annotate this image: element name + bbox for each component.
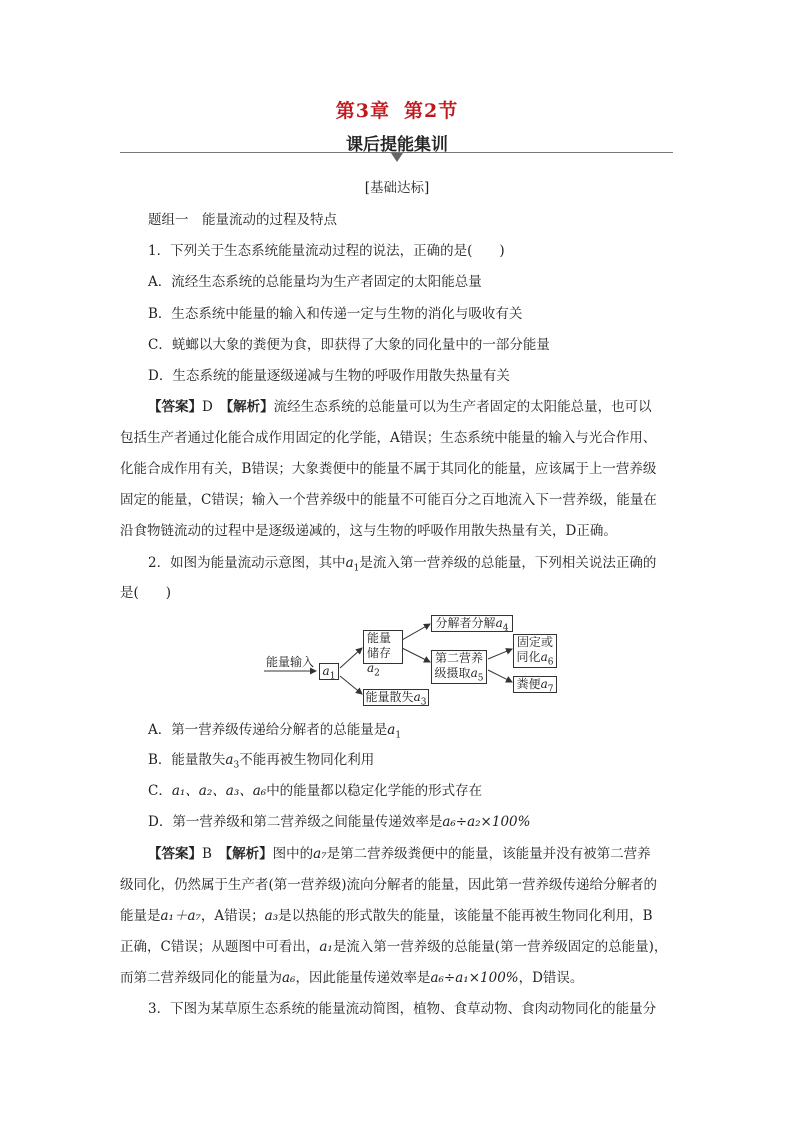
fixed-sub: 6 — [547, 657, 554, 668]
answer-tag: 【答案】 — [148, 399, 202, 415]
q2-b-pre: B．能量散失 — [148, 752, 226, 768]
to-storage-arrow — [340, 648, 362, 668]
to-decomposer-arrow — [402, 624, 430, 640]
q2-analysis-var: a₃ — [264, 908, 279, 924]
q2-option-a — [148, 720, 401, 746]
decomposer-var: a — [495, 616, 503, 630]
q1-analysis-line: 沿食物链流动的过程中是逐级递减的，这与生物的呼吸作用散失热量有关，D正确。 — [120, 523, 617, 539]
storage-text: 储存 — [367, 646, 392, 660]
q2-stem-sub: 1 — [353, 563, 360, 574]
decomposer-text: 分解者分解 — [435, 616, 496, 630]
q2-analysis-part: 而第二营养级同化的能量为 — [120, 970, 282, 986]
storage-line1: 能量 — [367, 631, 392, 645]
fixed-var: a — [540, 650, 548, 664]
q2-b-sub: 3 — [233, 760, 240, 771]
q2-analysis-part: 是流入第一营养级的总能量(第一营养级固定的总能量)， — [332, 939, 668, 955]
q2-stem-part: 2．如图为能量流动示意图，其中 — [148, 555, 346, 571]
q2-analysis-part: ，因此能量传递效率是 — [295, 970, 431, 986]
section-number: 第2节 — [404, 100, 459, 122]
q1-analysis-line: 固定的能量，C错误；输入一个营养级中的能量不可能百分之百地流入下一营养级，能量在 — [120, 492, 657, 508]
second-line2 — [432, 666, 486, 686]
chapter-number: 第3章 — [335, 100, 390, 122]
q2-stem-cont: 是( ) — [120, 585, 172, 601]
q2-a-text: A．第一营养级传递给分解者的总能量是 — [148, 722, 388, 738]
q2-b-post: 不能再被生物同化利用 — [239, 752, 375, 768]
a1-var: a — [322, 664, 330, 678]
q2-analysis-part: 图中的 — [272, 846, 314, 862]
q2-a-var: a — [387, 722, 396, 738]
q1-analysis-line: 包括生产者通过化能合成作用固定的化学能，A错误；生态系统中能量的输入与光合作用、 — [120, 430, 657, 446]
decomposer-box — [431, 615, 513, 632]
storage-box — [363, 630, 403, 679]
q2-a-sub: 1 — [395, 730, 402, 741]
to-loss-arrow — [340, 676, 362, 694]
fixed-text: 同化 — [516, 650, 541, 664]
q2-c-post: 中的能量都以稳定化学能的形式存在 — [266, 783, 483, 799]
q2-option-b — [148, 750, 374, 776]
q1-analysis-line: 流经生态系统的总能量可以为生产者固定的太阳能总量，也可以 — [273, 399, 652, 415]
q2-stem-part: 是流入第一营养级的总能量，下列相关说法正确的 — [359, 555, 657, 571]
q2-analysis-line: 级同化，仍然属于生产者(第一营养级)流向分解者的能量，因此第一营养级传递给分解者的 — [120, 877, 658, 893]
decomposer-sub: 4 — [502, 623, 509, 634]
q2-b-var: a — [225, 752, 234, 768]
q2-analysis-line — [120, 968, 583, 988]
second-var: a — [470, 666, 478, 680]
q1-answer-line — [148, 397, 652, 417]
q2-c-vars: a₁、a₂、a₃、a₆ — [171, 783, 267, 799]
to-fixed-arrow — [488, 649, 512, 659]
q1-option-a: A．流经生态系统的总能量均为生产者固定的太阳能总量 — [148, 274, 482, 290]
q2-analysis-formula: a₆÷a₁×100% — [430, 970, 519, 986]
q2-analysis-part: 是第二营养级粪便中的能量，该能量并没有被第二营养 — [326, 846, 651, 862]
q2-option-d — [148, 812, 530, 832]
q2-stem — [148, 553, 656, 579]
loss-text: 能量散失 — [365, 690, 414, 704]
group-tag: [基础达标] — [364, 180, 430, 196]
q2-analysis-part: ，D错误。 — [518, 970, 584, 986]
a1-sub: 1 — [329, 671, 336, 682]
a1-box — [319, 663, 339, 680]
loss-var: a — [413, 690, 421, 704]
loss-sub: 3 — [420, 697, 427, 708]
q2-c-pre: C． — [148, 783, 172, 799]
divider-triangle-icon — [391, 153, 403, 162]
q1-stem: 1．下列关于生态系统能量流动过程的说法，正确的是( ) — [148, 243, 505, 259]
fixed-box — [513, 634, 557, 668]
fixed-line1: 固定或 — [516, 635, 553, 649]
second-sub: 5 — [477, 673, 484, 684]
q2-analysis-var: a₁ — [319, 939, 333, 955]
q2-analysis-formula: a₁＋a₇ — [160, 908, 201, 924]
storage-sub: 2 — [374, 668, 380, 679]
analysis-tag: 【解析】 — [225, 846, 273, 862]
q1-option-b: B．生态系统中能量的输入和传递一定与生物的消化与吸收有关 — [148, 306, 523, 322]
energy-flow-diagram — [262, 612, 562, 712]
loss-box — [363, 689, 429, 706]
feces-box — [513, 676, 557, 693]
storage-var: a — [367, 661, 375, 675]
feces-text: 粪便 — [516, 677, 541, 691]
page-title: 课后提能集训 — [346, 135, 448, 155]
chapter-heading — [0, 96, 794, 123]
q1-option-c: C．蜣螂以大象的粪便为食，即获得了大象的同化量中的一部分能量 — [148, 337, 550, 353]
q2-analysis-part: 正确，C错误；从题图中可看出， — [120, 939, 320, 955]
q1-analysis-line: 化能合成作用有关，B错误；大象粪便中的能量不属于其同化的能量，应该属于上一营养级 — [120, 461, 657, 477]
q2-analysis-part: 是以热能的形式散失的能量，该能量不能再被生物同化利用，B — [278, 908, 653, 924]
fixed-line2 — [514, 650, 556, 670]
q2-analysis-part: ，A错误； — [200, 908, 265, 924]
q2-analysis-part: 能量是 — [120, 908, 161, 924]
q2-answer-line — [148, 844, 651, 864]
second-text: 级摄取 — [434, 666, 471, 680]
storage-line2 — [367, 646, 402, 681]
q2-analysis-var: a₆ — [282, 970, 296, 986]
q2-analysis-var: a₇ — [313, 846, 327, 862]
answer-tag: 【答案】 — [148, 846, 202, 862]
q2-analysis-line — [120, 906, 653, 926]
q2-d-pre: D．第一营养级和第二营养级之间能量传递效率是 — [148, 814, 443, 830]
second-line1: 第二营养 — [434, 651, 483, 665]
to-second-level-arrow — [402, 648, 430, 662]
q2-analysis-line — [120, 937, 667, 957]
energy-input-label: 能量输入 — [266, 655, 315, 669]
topic-heading: 题组一 能量流动的过程及特点 — [148, 212, 337, 228]
q3-stem: 3．下图为某草原生态系统的能量流动简图，植物、食草动物、食肉动物同化的能量分 — [148, 1001, 657, 1017]
second-level-box — [431, 650, 487, 684]
q1-answer: D — [202, 399, 213, 415]
q2-stem-var: a — [345, 555, 354, 571]
analysis-tag: 【解析】 — [226, 399, 274, 415]
q1-option-d: D．生态系统的能量逐级递减与生物的呼吸作用散失热量有关 — [148, 368, 510, 384]
q2-answer: B — [202, 846, 212, 862]
q2-d-formula: a₆÷a₂×100% — [442, 814, 531, 830]
feces-var: a — [540, 677, 548, 691]
q2-option-c — [148, 781, 482, 801]
feces-sub: 7 — [547, 684, 554, 695]
to-feces-arrow — [488, 670, 512, 682]
